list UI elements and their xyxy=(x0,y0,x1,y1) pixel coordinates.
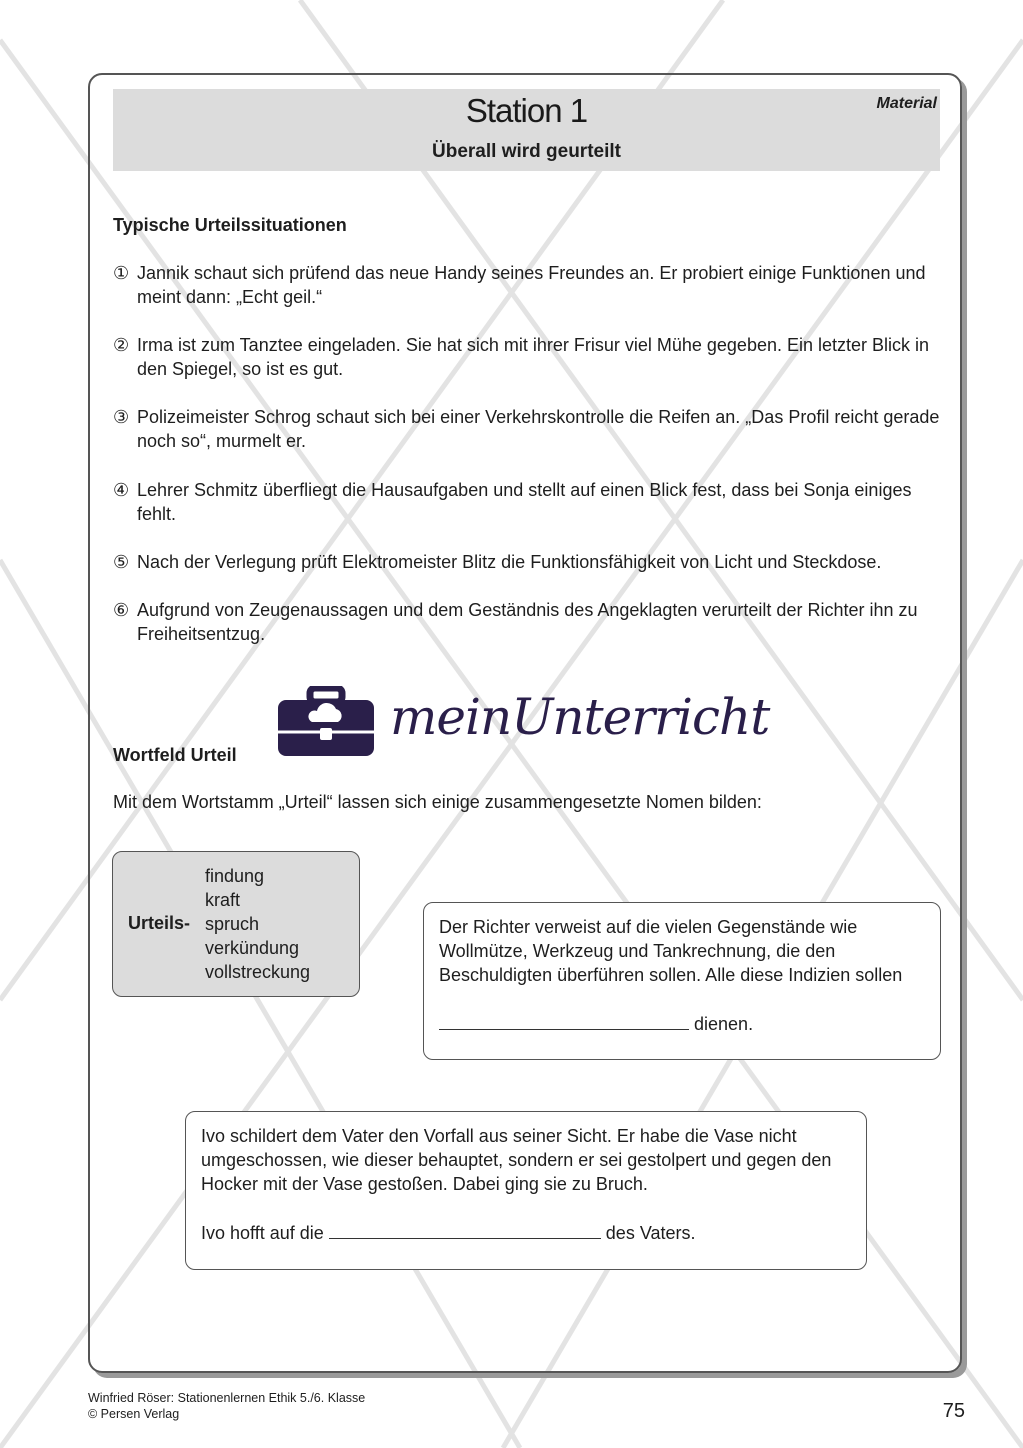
briefcase-cloud-icon xyxy=(276,686,376,758)
task-text: Der Richter verweist auf die vielen Gegenstände wie Wollmütze, Werkzeug und Tankrechnung, die den Beschuldigten überführen sollen. Alle diese Indizien sollen xyxy=(439,917,903,985)
logo-text: meinUnterricht xyxy=(390,688,770,746)
item-number: ② xyxy=(113,335,130,355)
fill-in-blank[interactable] xyxy=(329,1220,601,1239)
task-start: Ivo hofft auf die xyxy=(201,1223,324,1243)
item-text: Jannik schaut sich prüfend das neue Handy seines Freundes an. Er probiert einige Funktionen und meint dann: „Echt geil.“ xyxy=(137,263,926,307)
item-number: ⑤ xyxy=(113,552,130,572)
wortfeld-intro: Mit dem Wortstamm „Urteil“ lassen sich einige zusammengesetzte Nomen bilden: xyxy=(113,792,762,812)
page-number: 75 xyxy=(942,1400,965,1422)
item-text: Nach der Verlegung prüft Elektromeister Blitz die Funktionsfähigkeit von Licht und Steckdose. xyxy=(137,552,882,572)
word-prefix: Urteils- xyxy=(128,913,191,933)
suffix-item: findung xyxy=(205,866,265,886)
situation-item-3 xyxy=(113,405,943,453)
material-label: Material xyxy=(876,95,937,112)
item-number: ① xyxy=(113,263,130,283)
suffix-list xyxy=(205,864,310,984)
station-title: Station 1 xyxy=(465,92,588,129)
task-ending: des Vaters. xyxy=(605,1223,696,1243)
situation-item-6 xyxy=(113,598,943,646)
fill-in-blank[interactable] xyxy=(439,1011,689,1030)
footer-line-2: © Persen Verlag xyxy=(88,1407,180,1421)
suffix-item: kraft xyxy=(205,890,241,910)
task-text: Ivo schildert dem Vater den Vorfall aus seiner Sicht. Er habe die Vase nicht umgeschossen, wie dieser behauptet, sondern er sei gestolpert und gegen den Hocker mit der Vase gestoßen. Dabei ging sie zu Bruch. xyxy=(201,1126,832,1194)
item-text: Lehrer Schmitz überfliegt die Hausaufgaben und stellt auf einen Blick fest, dass bei Sonja einiges fehlt. xyxy=(137,480,912,524)
situation-item-2 xyxy=(113,333,943,381)
section-heading-wortfeld: Wortfeld Urteil xyxy=(113,745,237,765)
footer-credit xyxy=(88,1390,365,1422)
task-box-ivo xyxy=(185,1111,867,1270)
item-number: ④ xyxy=(113,480,130,500)
task-ending: dienen. xyxy=(694,1014,754,1034)
item-text: Polizeimeister Schrog schaut sich bei einer Verkehrskontrolle die Reifen an. „Das Profil reicht gerade noch so“, murmelt er. xyxy=(137,407,940,451)
item-text: Aufgrund von Zeugenaussagen und dem Geständnis des Angeklagten verurteilt der Richter ihn zu Freiheitsentzug. xyxy=(137,600,918,644)
meinunterricht-logo xyxy=(276,686,770,766)
suffix-item: vollstreckung xyxy=(205,962,311,982)
section-heading-urteilssituationen: Typische Urteilssituationen xyxy=(113,215,347,235)
situation-item-4 xyxy=(113,478,943,526)
station-subtitle: Überall wird geurteilt xyxy=(432,141,621,162)
suffix-item: verkündung xyxy=(205,938,300,958)
item-number: ⑥ xyxy=(113,600,130,620)
word-composition-box xyxy=(112,851,360,997)
item-text: Irma ist zum Tanztee eingeladen. Sie hat sich mit ihrer Frisur viel Mühe gegeben. Ein letzter Blick in den Spiegel, so ist es gut. xyxy=(137,335,930,379)
situation-item-5 xyxy=(113,550,943,574)
suffix-item: spruch xyxy=(205,914,260,934)
situation-item-1 xyxy=(113,261,943,309)
item-number: ③ xyxy=(113,407,130,427)
footer-line-1: Winfried Röser: Stationenlernen Ethik 5./6. Klasse xyxy=(88,1391,366,1405)
task-box-richter xyxy=(423,902,941,1060)
